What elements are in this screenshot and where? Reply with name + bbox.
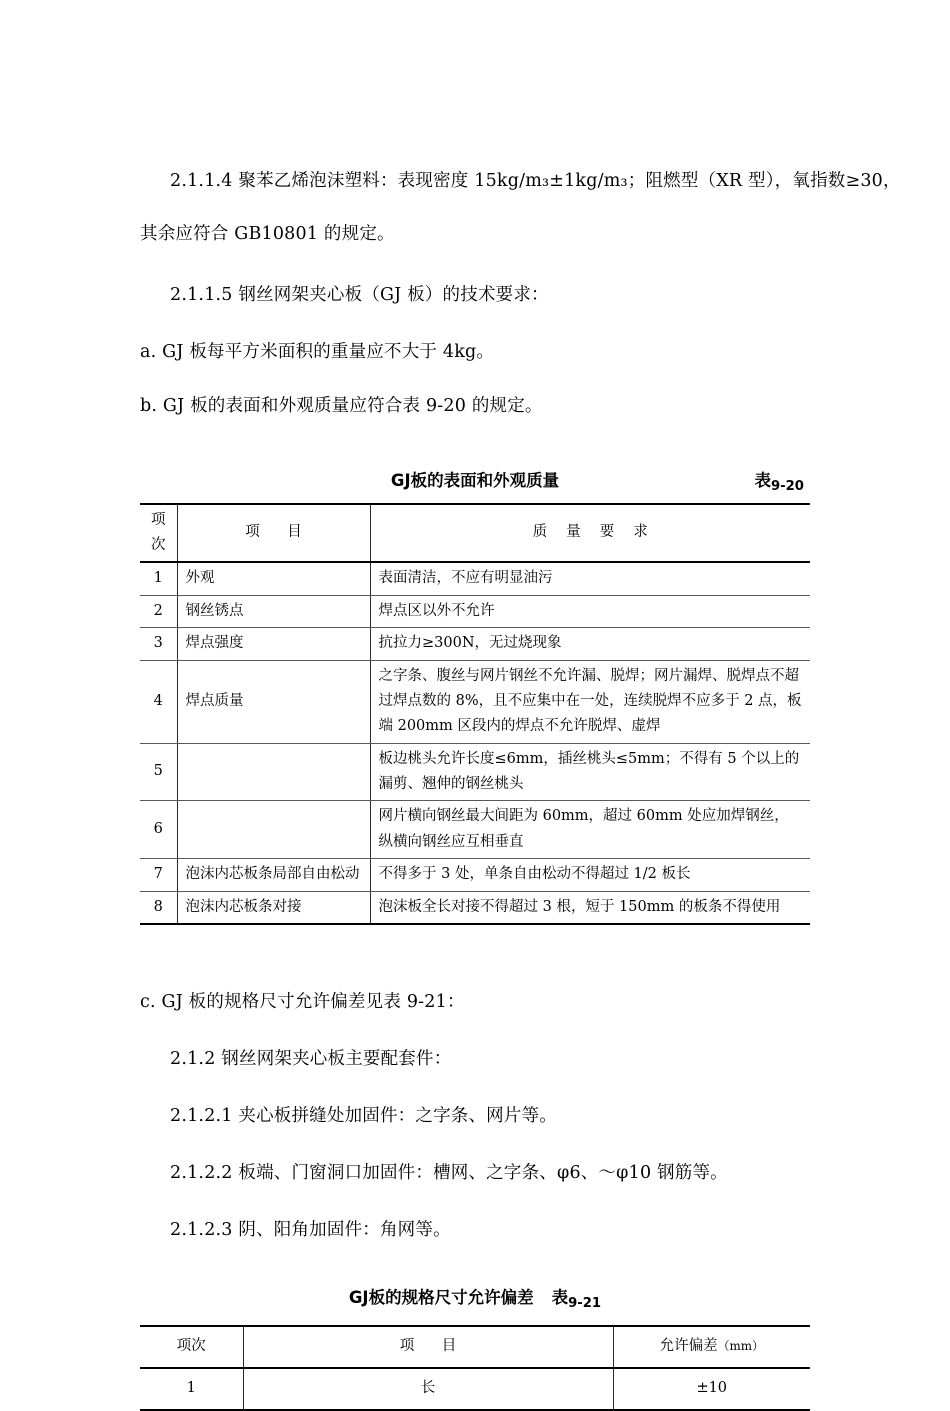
table-1-caption-text: GJ板的表面和外观质量 xyxy=(390,470,560,490)
paragraph-item-c: c. GJ 板的规格尺寸允许偏差见表 9-21： xyxy=(140,991,465,1012)
table-1-row-0-name: 外观 xyxy=(177,562,370,595)
table-paragraph-gap xyxy=(140,925,810,989)
paragraph-item-a: a. GJ 板每平方米面积的重量应不大于 4kg。 xyxy=(140,342,495,363)
table-1-header-item xyxy=(177,504,370,563)
table-1-row-3-name: 焊点质量 xyxy=(177,660,370,743)
table-2-number-label: 表 xyxy=(551,1287,569,1307)
table-2-header-tolerance-unit: （mm） xyxy=(717,1338,764,1353)
table-1-row-7-name: 泡沫内芯板条对接 xyxy=(177,891,370,924)
table-1-row-2-no: 3 xyxy=(140,628,177,660)
paragraph-2-1-1-4-continuation: 其余应符合 GB10801 的规定。 xyxy=(140,224,395,245)
paragraph-spacer xyxy=(140,195,810,221)
paragraph-spacer xyxy=(140,1130,810,1160)
table-1-row-2-name: 焊点强度 xyxy=(177,628,370,660)
table-1-row-5-no: 6 xyxy=(140,801,177,859)
paragraph-spacer xyxy=(140,367,810,393)
table-1-row-4-no: 5 xyxy=(140,743,177,801)
table-row xyxy=(140,743,810,801)
table-1-row-3-req: 之字条、腹丝与网片钢丝不允许漏、脱焊；网片漏焊、脱焊点不超过焊点数的 8%，且不应集中在一处，连续脱焊不应多于 2 点，板端 200mm 区段内的焊点不允许脱焊、虚焊 xyxy=(370,660,810,743)
table-1-row-4-name xyxy=(177,743,370,801)
table-1-row-6-req: 不得多于 3 处，单条自由松动不得超过 1/2 板长 xyxy=(370,859,810,891)
table-1-number-label: 表 xyxy=(754,470,771,490)
table-1-row-1-name: 钢丝锈点 xyxy=(177,595,370,627)
paragraph-2-1-1-4: 2.1.1.4 聚苯乙烯泡沫塑料：表现密度 15kg/m₃±1kg/m₃；阻燃型（XR 型），氧指数≥30， xyxy=(170,171,901,191)
paragraph-2-1-2-1: 2.1.2.1 夹心板拼缝处加固件：之字条、网片等。 xyxy=(170,1106,557,1127)
paragraph-spacer xyxy=(140,420,810,468)
table-1-number-value: 9-20 xyxy=(770,478,804,494)
table-row xyxy=(140,595,810,627)
paragraph-spacer xyxy=(140,309,810,339)
paragraph-2-1-1-5: 2.1.1.5 钢丝网架夹心板（GJ 板）的技术要求： xyxy=(170,285,549,306)
table-2-row-0-tol: ±10 xyxy=(613,1368,810,1410)
table-1-row-7-req: 泡沫板全长对接不得超过 3 根，短于 150mm 的板条不得使用 xyxy=(370,891,810,924)
table-1-row-0-req: 表面清洁，不应有明显油污 xyxy=(370,562,810,595)
table-1-header-requirement-label: 质 量 要 求 xyxy=(532,524,656,541)
table-1-row-6-no: 7 xyxy=(140,859,177,891)
table-2-header-item xyxy=(243,1326,613,1368)
paragraph-spacer xyxy=(140,1245,810,1285)
table-2-number xyxy=(551,1287,602,1311)
paragraph-item-b: b. GJ 板的表面和外观质量应符合表 9-20 的规定。 xyxy=(140,395,543,416)
table-1-header-row xyxy=(140,504,810,563)
table-2-header-tolerance xyxy=(613,1326,810,1368)
table-1-row-1-req: 焊点区以外不允许 xyxy=(370,595,810,627)
table-1-row-0-no: 1 xyxy=(140,562,177,595)
table-row xyxy=(140,891,810,924)
table-1-row-1-no: 2 xyxy=(140,595,177,627)
table-dimension-tolerance xyxy=(140,1325,810,1411)
table-1-header-requirement xyxy=(370,504,810,563)
table-2-row-0-no: 1 xyxy=(140,1368,243,1410)
table-2-number-value: 9-21 xyxy=(568,1295,602,1311)
paragraph-spacer xyxy=(140,1073,810,1103)
paragraph-spacer xyxy=(140,248,810,282)
table-1-header-item-label: 项 目 xyxy=(245,524,309,541)
caption-table-gap xyxy=(140,1311,810,1325)
paragraph-spacer xyxy=(140,1016,810,1046)
table-2-header-row xyxy=(140,1326,810,1368)
top-margin-spacer xyxy=(140,0,810,168)
table-2-header-no: 项次 xyxy=(140,1326,243,1368)
table-2-caption xyxy=(140,1285,810,1311)
paragraph-2-1-2: 2.1.2 钢丝网架夹心板主要配套件： xyxy=(170,1049,452,1069)
table-1-row-7-no: 8 xyxy=(140,891,177,924)
table-2-header-tolerance-label: 允许偏差 xyxy=(659,1337,718,1354)
table-surface-appearance-quality xyxy=(140,503,810,925)
table-2-caption-text: GJ板的规格尺寸允许偏差 xyxy=(348,1287,534,1307)
table-1-number xyxy=(754,468,804,500)
table-row xyxy=(140,1368,810,1410)
table-1-caption xyxy=(140,468,810,494)
table-1-row-2-req: 抗拉力≥300N，无过烧现象 xyxy=(370,628,810,660)
paragraph-2-1-2-2: 2.1.2.2 板端、门窗洞口加固件：槽网、之字条、φ6、～φ10 钢筋等。 xyxy=(170,1163,728,1184)
table-1-row-5-name xyxy=(177,801,370,859)
table-1-row-5-req: 网片横向钢丝最大间距为 60mm，超过 60mm 处应加焊钢丝，纵横向钢丝应互相垂直 xyxy=(370,801,810,859)
table-1-row-6-name: 泡沫内芯板条局部自由松动 xyxy=(177,859,370,891)
table-1-header-no: 项次 xyxy=(140,504,177,563)
table-2-row-0-name: 长 xyxy=(243,1368,613,1410)
table-row xyxy=(140,801,810,859)
paragraph-spacer xyxy=(140,1187,810,1217)
table-2-header-item-label: 项 目 xyxy=(399,1337,463,1354)
table-1-row-4-req: 板边桃头允许长度≤6mm，插丝桃头≤5mm；不得有 5 个以上的漏剪、翘伸的钢丝桃头 xyxy=(370,743,810,801)
table-row xyxy=(140,859,810,891)
table-1-row-3-no: 4 xyxy=(140,660,177,743)
table-row xyxy=(140,628,810,660)
paragraph-2-1-2-3: 2.1.2.3 阴、阳角加固件：角网等。 xyxy=(170,1220,451,1241)
caption-table-gap xyxy=(140,494,810,503)
table-row xyxy=(140,562,810,595)
table-row xyxy=(140,660,810,743)
